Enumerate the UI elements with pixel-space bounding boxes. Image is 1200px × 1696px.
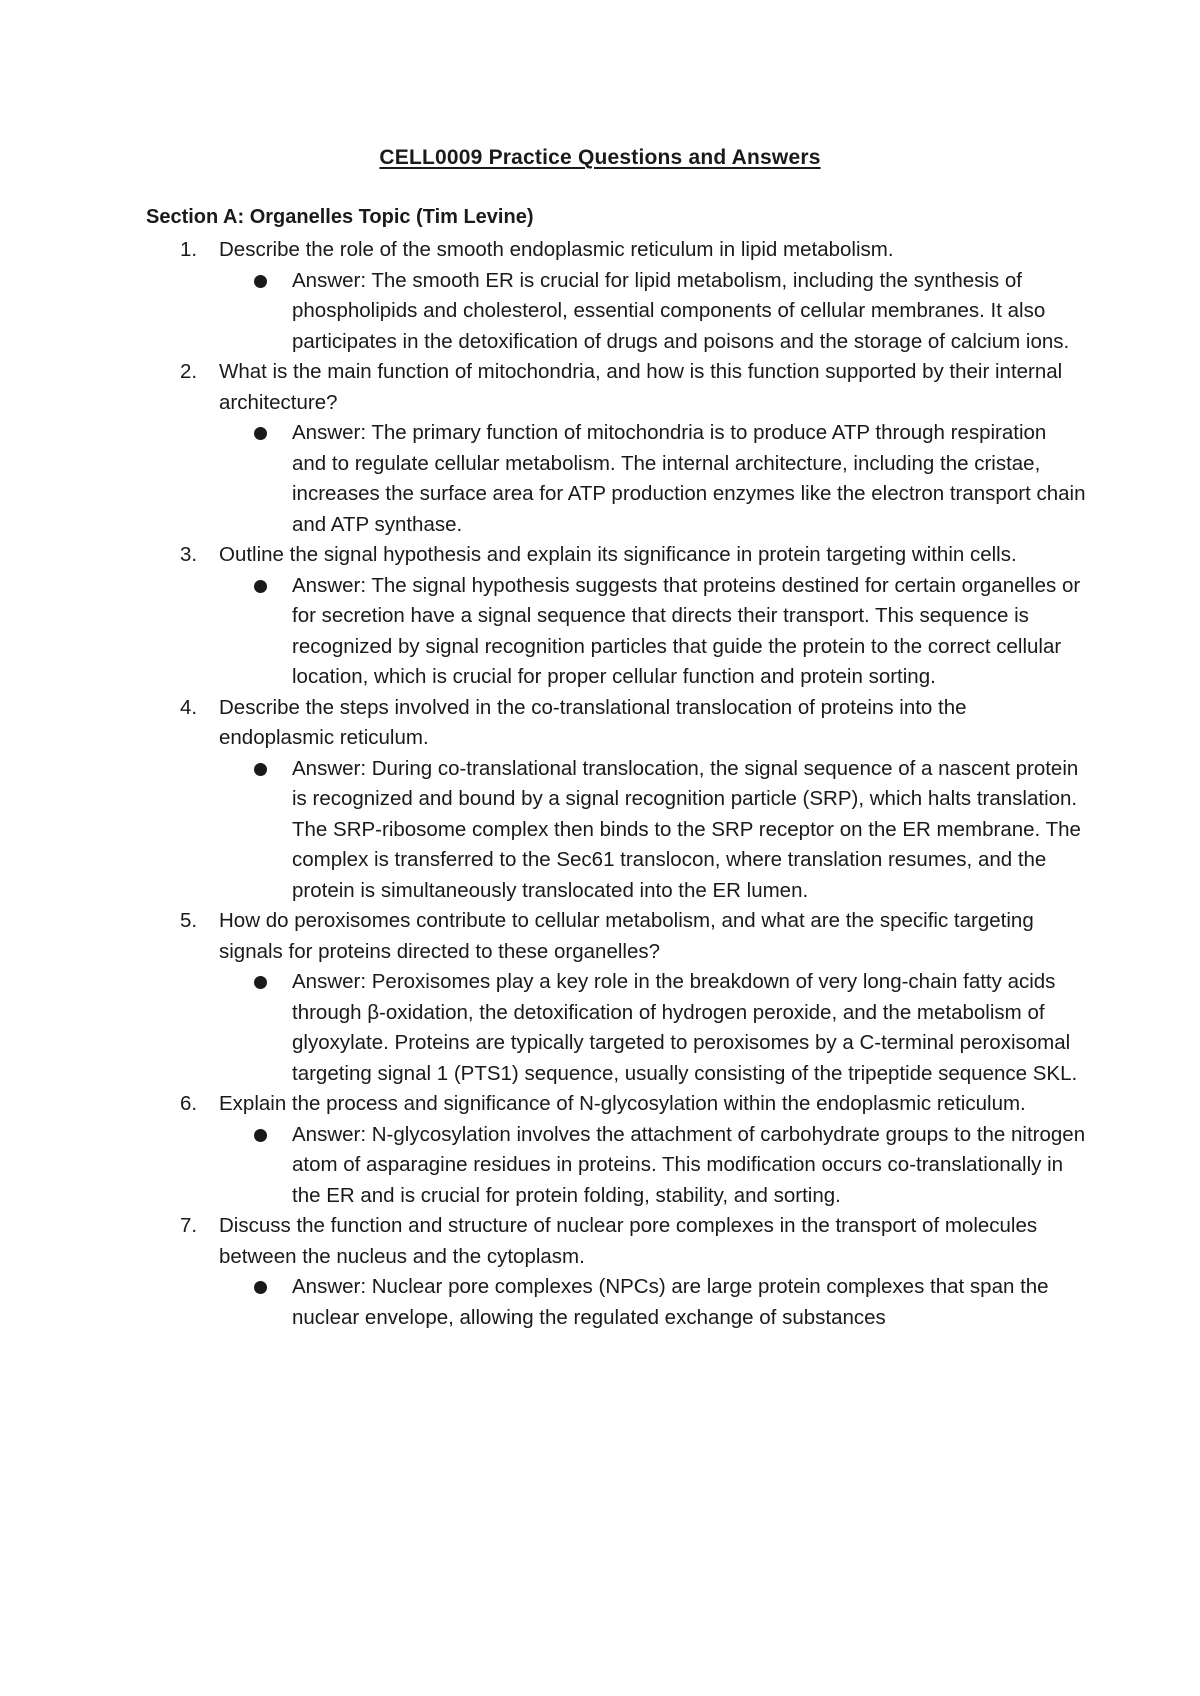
document-title: CELL0009 Practice Questions and Answers — [379, 146, 821, 169]
question-list — [146, 235, 1086, 1333]
answer-item — [219, 754, 1086, 907]
question-item-6 — [146, 1089, 1086, 1211]
answer-text: Answer: N-glycosylation involves the attachment of carbohydrate groups to the nitrogen atom of asparagine residues in proteins. This modification occurs co-translationally in the ER and is crucial for protein folding, stability, and sorting. — [292, 1122, 1086, 1207]
answer-text: Answer: The primary function of mitochondria is to produce ATP through respiration and to regulate cellular metabolism. The internal architecture, including the cristae, increases the surface area for ATP production enzymes like the electron transport chain and ATP synthase. — [292, 421, 1086, 536]
question-number: 2. — [180, 360, 198, 383]
question-text: Explain the process and significance of N-glycosylation within the endoplasmic reticulum. — [219, 1092, 1026, 1115]
question-text: How do peroxisomes contribute to cellular metabolism, and what are the specific targeting signals for proteins directed to these organelles? — [219, 909, 1034, 963]
question-number: 5. — [180, 909, 198, 932]
question-item-7 — [146, 1211, 1086, 1333]
bullet-icon — [254, 976, 267, 989]
question-item-2 — [146, 357, 1086, 540]
answer-item — [219, 266, 1086, 358]
question-item-1 — [146, 235, 1086, 357]
answer-item — [219, 1272, 1086, 1333]
question-number: 7. — [180, 1214, 198, 1237]
bullet-icon — [254, 275, 267, 288]
question-number: 4. — [180, 695, 198, 719]
answer-text: Answer: During co-translational translocation, the signal sequence of a nascent protein is recognized and bound by a signal recognition particle (SRP), which halts translation. The SRP-ribosome complex then binds to the SRP receptor on the ER membrane. The complex is transferred to the Sec61 translocon, where translation resumes, and the protein is simultaneously translocated into the ER lumen. — [292, 756, 1081, 902]
question-number: 6. — [180, 1092, 198, 1115]
answer-text: Answer: The smooth ER is crucial for lipid metabolism, including the synthesis of phospholipids and cholesterol, essential components of cellular membranes. It also participates in the detoxification of drugs and poisons and the storage of calcium ions. — [292, 268, 1070, 353]
bullet-icon — [254, 1129, 267, 1142]
answer-item — [219, 418, 1086, 540]
question-text: What is the main function of mitochondria, and how is this function supported by their internal architecture? — [219, 360, 1063, 414]
answer-item — [219, 967, 1086, 1089]
answer-text: Answer: Peroxisomes play a key role in the breakdown of very long-chain fatty acids through β-oxidation, the detoxification of hydrogen peroxide, and the metabolism of glyoxylate. Proteins are typically targeted to peroxisomes by a C-terminal peroxisomal targeting signal 1 (PTS1) sequence, usually consisting of the tripeptide sequence SKL. — [292, 970, 1078, 1085]
question-text: Describe the steps involved in the co-translational translocation of proteins into the endoplasmic reticulum. — [219, 695, 967, 749]
bullet-icon — [254, 427, 267, 440]
question-item-3 — [146, 540, 1086, 693]
answer-item — [219, 571, 1086, 693]
bullet-icon — [254, 580, 267, 593]
question-text: Discuss the function and structure of nuclear pore complexes in the transport of molecules between the nucleus and the cytoplasm. — [219, 1214, 1038, 1268]
bullet-icon — [254, 1281, 267, 1294]
question-text: Outline the signal hypothesis and explain its significance in protein targeting within cells. — [219, 543, 1017, 566]
answer-text: Answer: The signal hypothesis suggests that proteins destined for certain organelles or for secretion have a signal sequence that directs their transport. This sequence is recognized by signal recognition particles that guide the protein to the correct cellular location, which is crucial for proper cellular function and protein sorting. — [292, 573, 1081, 688]
bullet-icon — [254, 763, 267, 776]
answer-text: Answer: Nuclear pore complexes (NPCs) are large protein complexes that span the nuclear envelope, allowing the regulated exchange of substances — [292, 1275, 1049, 1329]
question-text: Describe the role of the smooth endoplasmic reticulum in lipid metabolism. — [219, 238, 894, 261]
question-number: 3. — [180, 543, 198, 566]
question-item-5 — [146, 906, 1086, 1089]
answer-item — [219, 1120, 1086, 1212]
question-item-4 — [146, 693, 1086, 907]
section-heading: Section A: Organelles Topic (Tim Levine) — [146, 206, 534, 228]
question-number: 1. — [180, 238, 198, 261]
